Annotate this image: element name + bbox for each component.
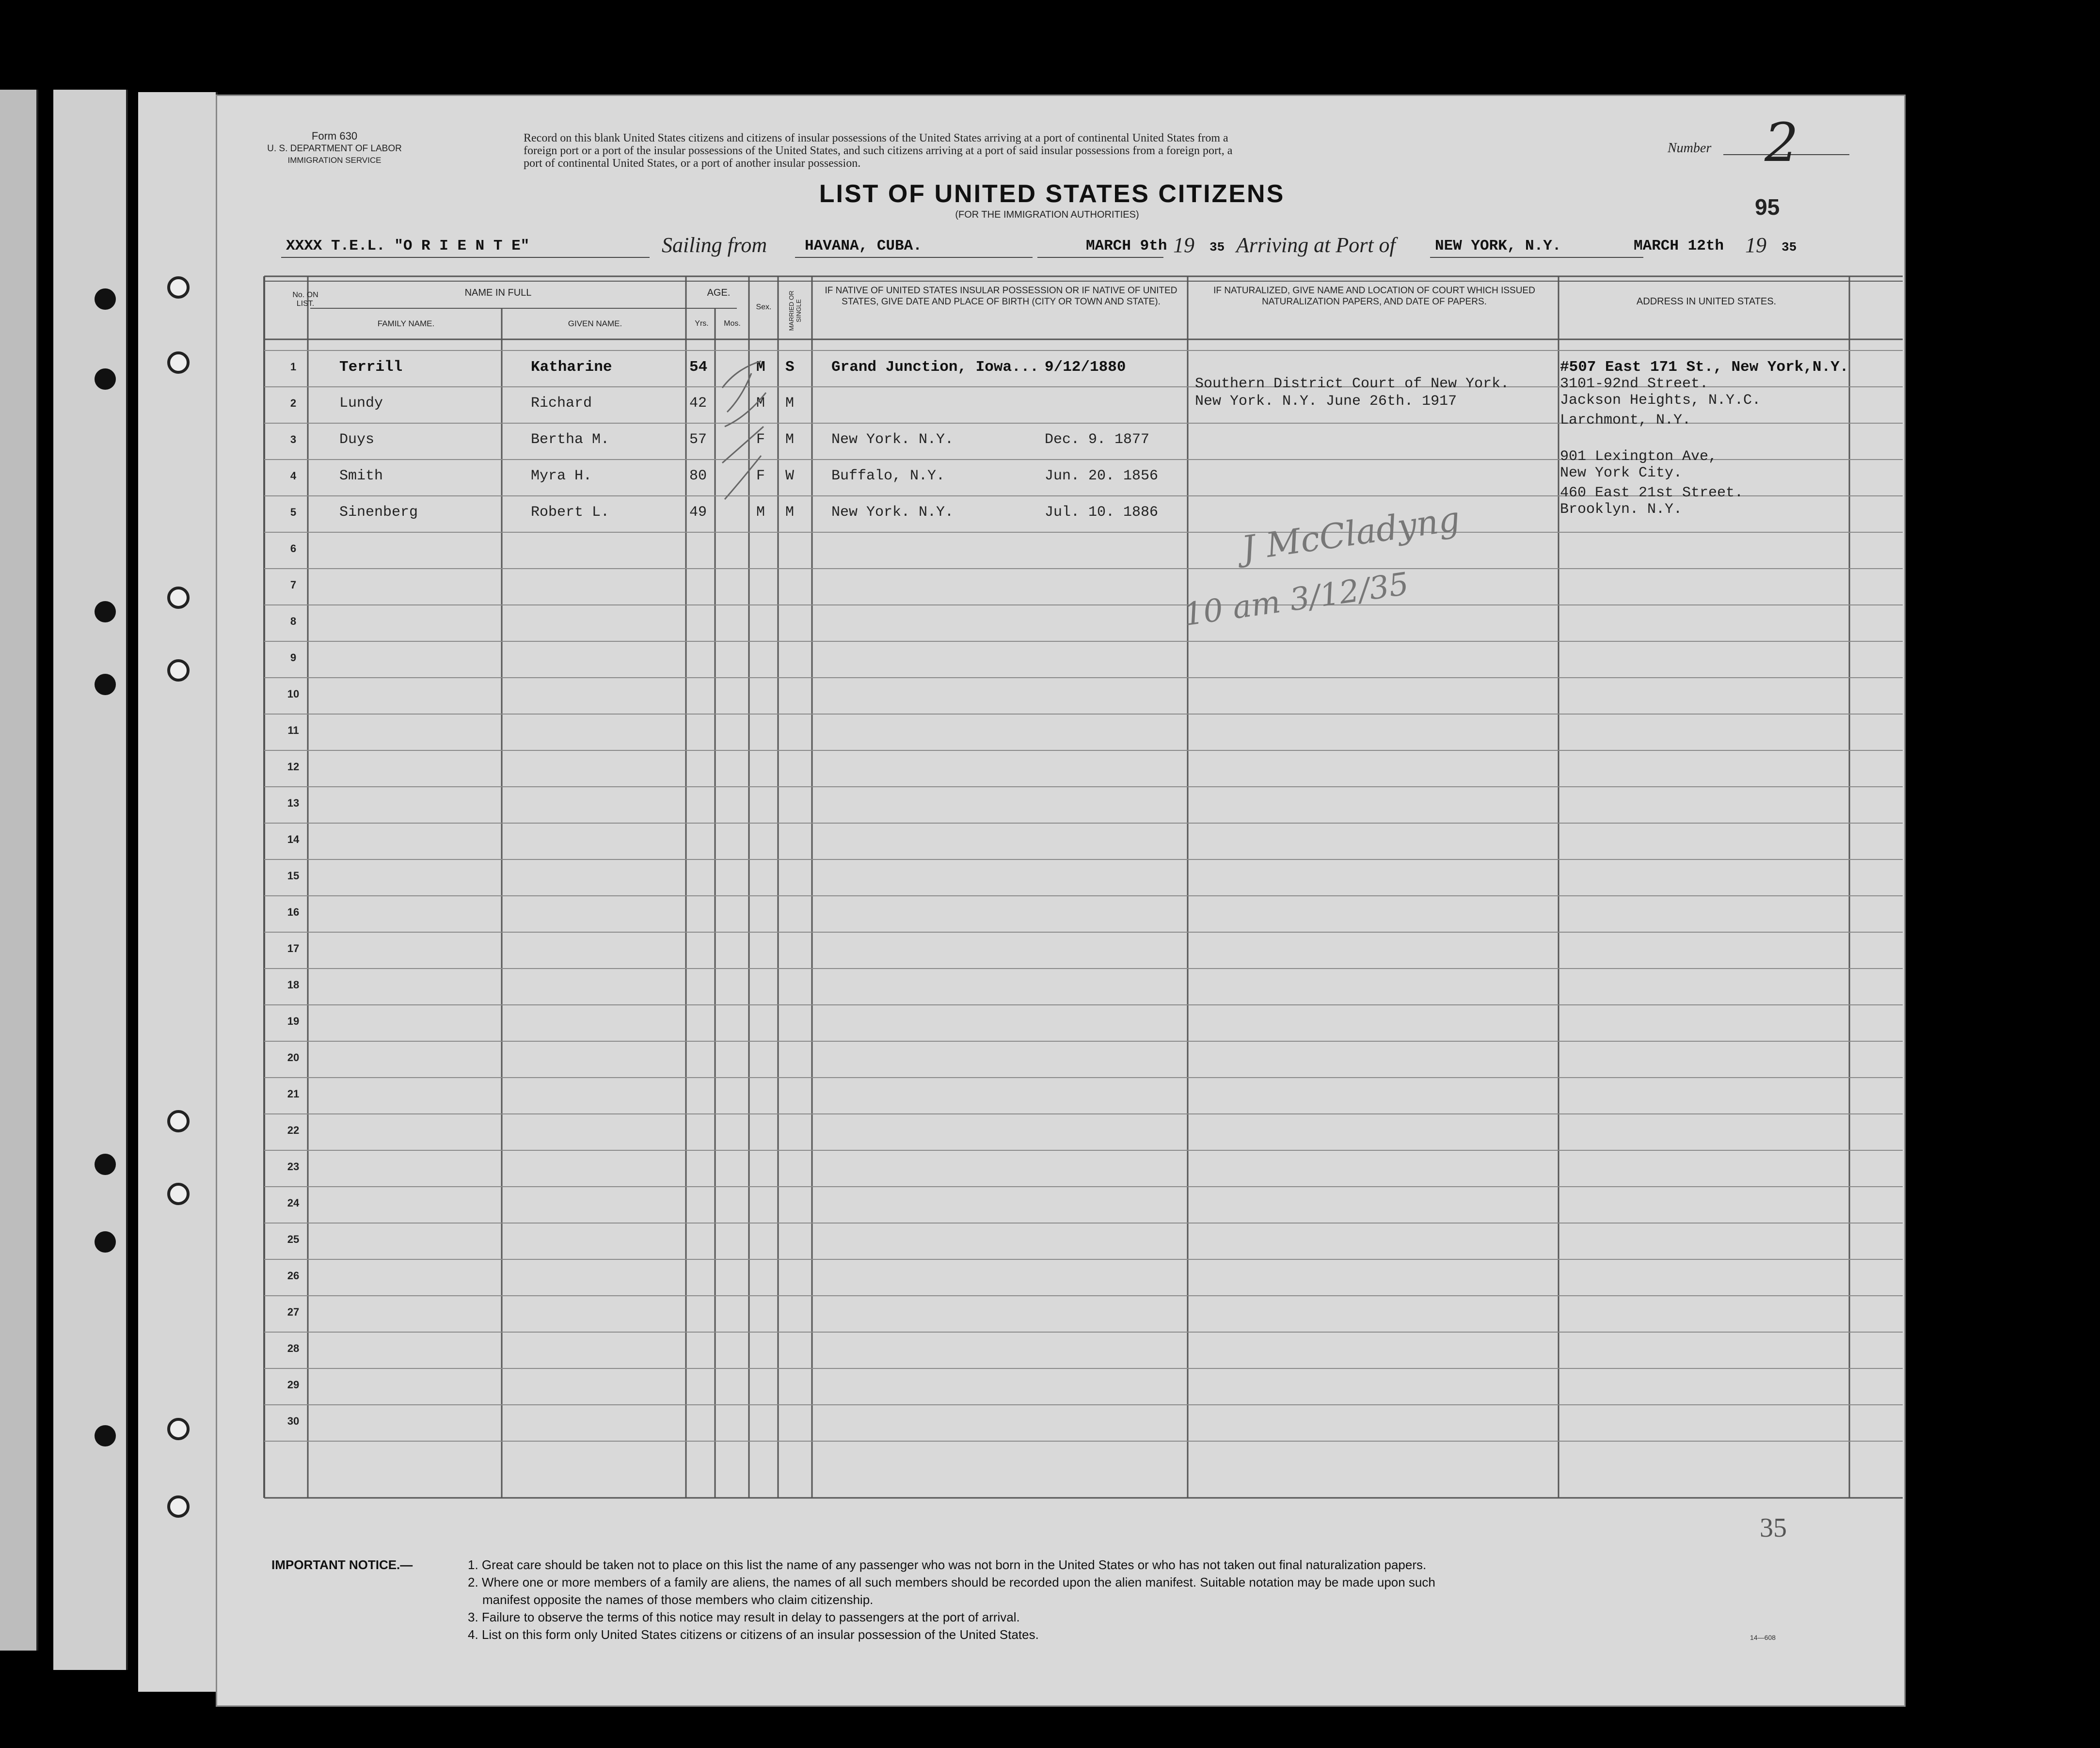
passenger-given-name: Myra H. — [531, 468, 592, 484]
passenger-sex: F — [756, 431, 765, 448]
passenger-family-name: Terrill — [339, 359, 403, 376]
passenger-address: 901 Lexington Ave, — [1560, 448, 1718, 465]
footer-number: 35 — [1760, 1513, 1787, 1543]
sailing-from-label: Sailing from — [662, 233, 767, 257]
passenger-marital-status: W — [785, 468, 795, 484]
notice-heading: IMPORTANT NOTICE.— — [271, 1557, 413, 1572]
passenger-address-line2: Brooklyn. N.Y. — [1560, 501, 1683, 518]
row-number: 15 — [287, 870, 300, 882]
row-number: 27 — [287, 1306, 300, 1318]
passenger-sex: M — [756, 359, 765, 376]
row-number: 2 — [290, 397, 297, 409]
row-number: 14 — [287, 833, 300, 845]
col-sex-header: Sex. — [756, 303, 772, 311]
number-value: 2 — [1765, 111, 1798, 174]
passenger-address-line2: New York City. — [1560, 465, 1683, 481]
row-number: 20 — [287, 1051, 300, 1064]
instructions-line: Record on this blank United States citizens and citizens of insular possessions of the United States arriving at a port of continental United States from a — [524, 132, 1228, 144]
arriving-label: Arriving at Port of — [1236, 233, 1396, 257]
arrival-year: 35 — [1782, 240, 1797, 254]
passenger-birth-place: New York. N.Y. — [831, 504, 954, 521]
passenger-given-name: Richard — [531, 395, 592, 412]
col-mos-header: Mos. — [724, 319, 741, 328]
page-title: LIST OF UNITED STATES CITIZENS — [819, 180, 1285, 208]
row-number: 7 — [290, 579, 297, 591]
inspector-signature: J McCladyng — [1239, 498, 1463, 569]
instructions-line: foreign port or a port of the insular possessions of the United States, and such citizens arriving at a port of said insular possessions from a foreign port, a — [524, 144, 1233, 157]
passenger-marital-status: S — [785, 359, 795, 376]
passenger-family-name: Lundy — [339, 395, 383, 412]
passenger-marital-status: M — [785, 395, 795, 412]
row-number: 3 — [290, 433, 297, 445]
passenger-family-name: Duys — [339, 431, 375, 448]
row-number: 17 — [287, 942, 300, 954]
col-name-header: NAME IN FULL — [464, 287, 532, 298]
form-code: 14—608 — [1750, 1634, 1776, 1641]
instructions-line: port of continental United States, or a port of another insular possession. — [524, 157, 861, 170]
row-number: 5 — [290, 506, 297, 518]
row-number: 24 — [287, 1197, 300, 1209]
row-number: 8 — [290, 615, 297, 627]
row-number: 9 — [290, 652, 297, 664]
col-yrs-header: Yrs. — [695, 319, 709, 328]
passenger-address: Larchmont, N.Y. — [1560, 412, 1691, 429]
passenger-sex: M — [756, 504, 765, 521]
row-number: 22 — [287, 1124, 300, 1136]
passenger-birth-date: Dec. 9. 1877 — [1045, 431, 1150, 448]
passenger-marital-status: M — [785, 504, 795, 521]
page-number: 95 — [1755, 194, 1780, 220]
row-number: 12 — [287, 761, 300, 773]
notice-item: manifest opposite the names of those members who claim citizenship. — [482, 1592, 874, 1607]
passenger-age: 80 — [689, 468, 707, 484]
passenger-naturalization-date: New York. N.Y. June 26th. 1917 — [1195, 393, 1457, 410]
row-number: 1 — [290, 361, 297, 373]
passenger-family-name: Sinenberg — [339, 504, 418, 521]
year-prefix: 19 — [1173, 233, 1194, 257]
row-number: 23 — [287, 1160, 300, 1173]
notice-item: 1. Great care should be taken not to place on this list the name of any passenger who was not born in the United States or who has not taken out final naturalization papers. — [468, 1557, 1427, 1572]
sail-year: 35 — [1209, 240, 1225, 254]
row-number: 19 — [287, 1015, 300, 1027]
row-number: 30 — [287, 1415, 300, 1427]
passenger-birth-place: Buffalo, N.Y. — [831, 468, 945, 484]
notice-item: 4. List on this form only United States citizens or citizens of an insular possession of the United States. — [468, 1627, 1039, 1642]
passenger-address: 3101-92nd Street. — [1560, 376, 1709, 392]
row-number: 4 — [290, 470, 297, 482]
service-label: IMMIGRATION SERVICE — [287, 156, 382, 165]
form-number: Form 630 — [311, 130, 358, 142]
col-given-header: GIVEN NAME. — [568, 319, 622, 328]
row-number: 28 — [287, 1342, 300, 1354]
passenger-birth-date: 9/12/1880 — [1045, 359, 1126, 376]
passenger-sex: M — [756, 395, 765, 412]
col-age-header: AGE. — [707, 287, 731, 298]
row-number: 6 — [290, 542, 297, 555]
passenger-birth-place: Grand Junction, Iowa... — [831, 359, 1039, 376]
passenger-age: 49 — [689, 504, 707, 521]
row-number: 10 — [287, 688, 300, 700]
sailing-from-port: HAVANA, CUBA. — [805, 238, 922, 254]
passenger-given-name: Robert L. — [531, 504, 610, 521]
passenger-birth-place: New York. N.Y. — [831, 431, 954, 448]
col-address-header: ADDRESS IN UNITED STATES. — [1636, 296, 1777, 307]
passenger-age: 54 — [689, 359, 708, 376]
col-family-header: FAMILY NAME. — [377, 319, 435, 328]
row-number: 26 — [287, 1270, 300, 1282]
row-number: 18 — [287, 979, 300, 991]
col-no-header: No. ON LIST. — [292, 291, 318, 308]
year-prefix: 19 — [1745, 233, 1766, 257]
inspector-stamp-date: 10 am 3/12/35 — [1181, 566, 1411, 634]
col-married-header: MARRIED OR SINGLE — [788, 290, 802, 331]
row-number: 29 — [287, 1379, 300, 1391]
page-subtitle: (FOR THE IMMIGRATION AUTHORITIES) — [955, 209, 1139, 220]
row-number: 11 — [287, 724, 299, 736]
department-label: U. S. DEPARTMENT OF LABOR — [267, 143, 402, 154]
sail-date: MARCH 9th — [1086, 238, 1167, 254]
passenger-given-name: Bertha M. — [531, 431, 610, 448]
passenger-address: 460 East 21st Street. — [1560, 485, 1744, 501]
notice-item: 2. Where one or more members of a family are aliens, the names of all such members should be recorded upon the alien manifest. Suitable notation may be made upon such — [468, 1575, 1435, 1589]
row-number: 13 — [287, 797, 300, 809]
row-number: 21 — [287, 1088, 300, 1100]
row-number: 16 — [287, 906, 300, 918]
col-naturalized-header: IF NATURALIZED, GIVE NAME AND LOCATION OF COURT WHICH ISSUED NATURALIZATION PAPERS, AND DATE OF PAPERS. — [1213, 286, 1535, 307]
ship-name: XXXX T.E.L. "O R I E N T E" — [286, 238, 530, 254]
passenger-birth-date: Jul. 10. 1886 — [1045, 504, 1159, 521]
passenger-age: 42 — [689, 395, 707, 412]
passenger-birth-date: Jun. 20. 1856 — [1045, 468, 1159, 484]
col-birth-header: IF NATIVE OF UNITED STATES INSULAR POSSESSION OR IF NATIVE OF UNITED STATES, GIVE DATE AND PLACE OF BIRTH (CITY OR TOWN AND STATE). — [825, 286, 1177, 307]
passenger-address-line2: Jackson Heights, N.Y.C. — [1560, 392, 1761, 409]
passenger-address: #507 East 171 St., New York,N.Y. — [1560, 359, 1849, 376]
passenger-naturalization-court: Southern District Court of New York. — [1195, 376, 1510, 392]
passenger-family-name: Smith — [339, 468, 383, 484]
passenger-marital-status: M — [785, 431, 795, 448]
passenger-age: 57 — [689, 431, 707, 448]
arrival-date: MARCH 12th — [1634, 238, 1724, 254]
passenger-given-name: Katharine — [531, 359, 612, 376]
check-marks — [717, 359, 776, 543]
row-number: 25 — [287, 1233, 300, 1245]
passenger-sex: F — [756, 468, 765, 484]
number-label: Number — [1668, 141, 1712, 156]
notice-item: 3. Failure to observe the terms of this notice may result in delay to passengers at the port of arrival. — [468, 1610, 1020, 1624]
arrival-port: NEW YORK, N.Y. — [1435, 238, 1561, 254]
